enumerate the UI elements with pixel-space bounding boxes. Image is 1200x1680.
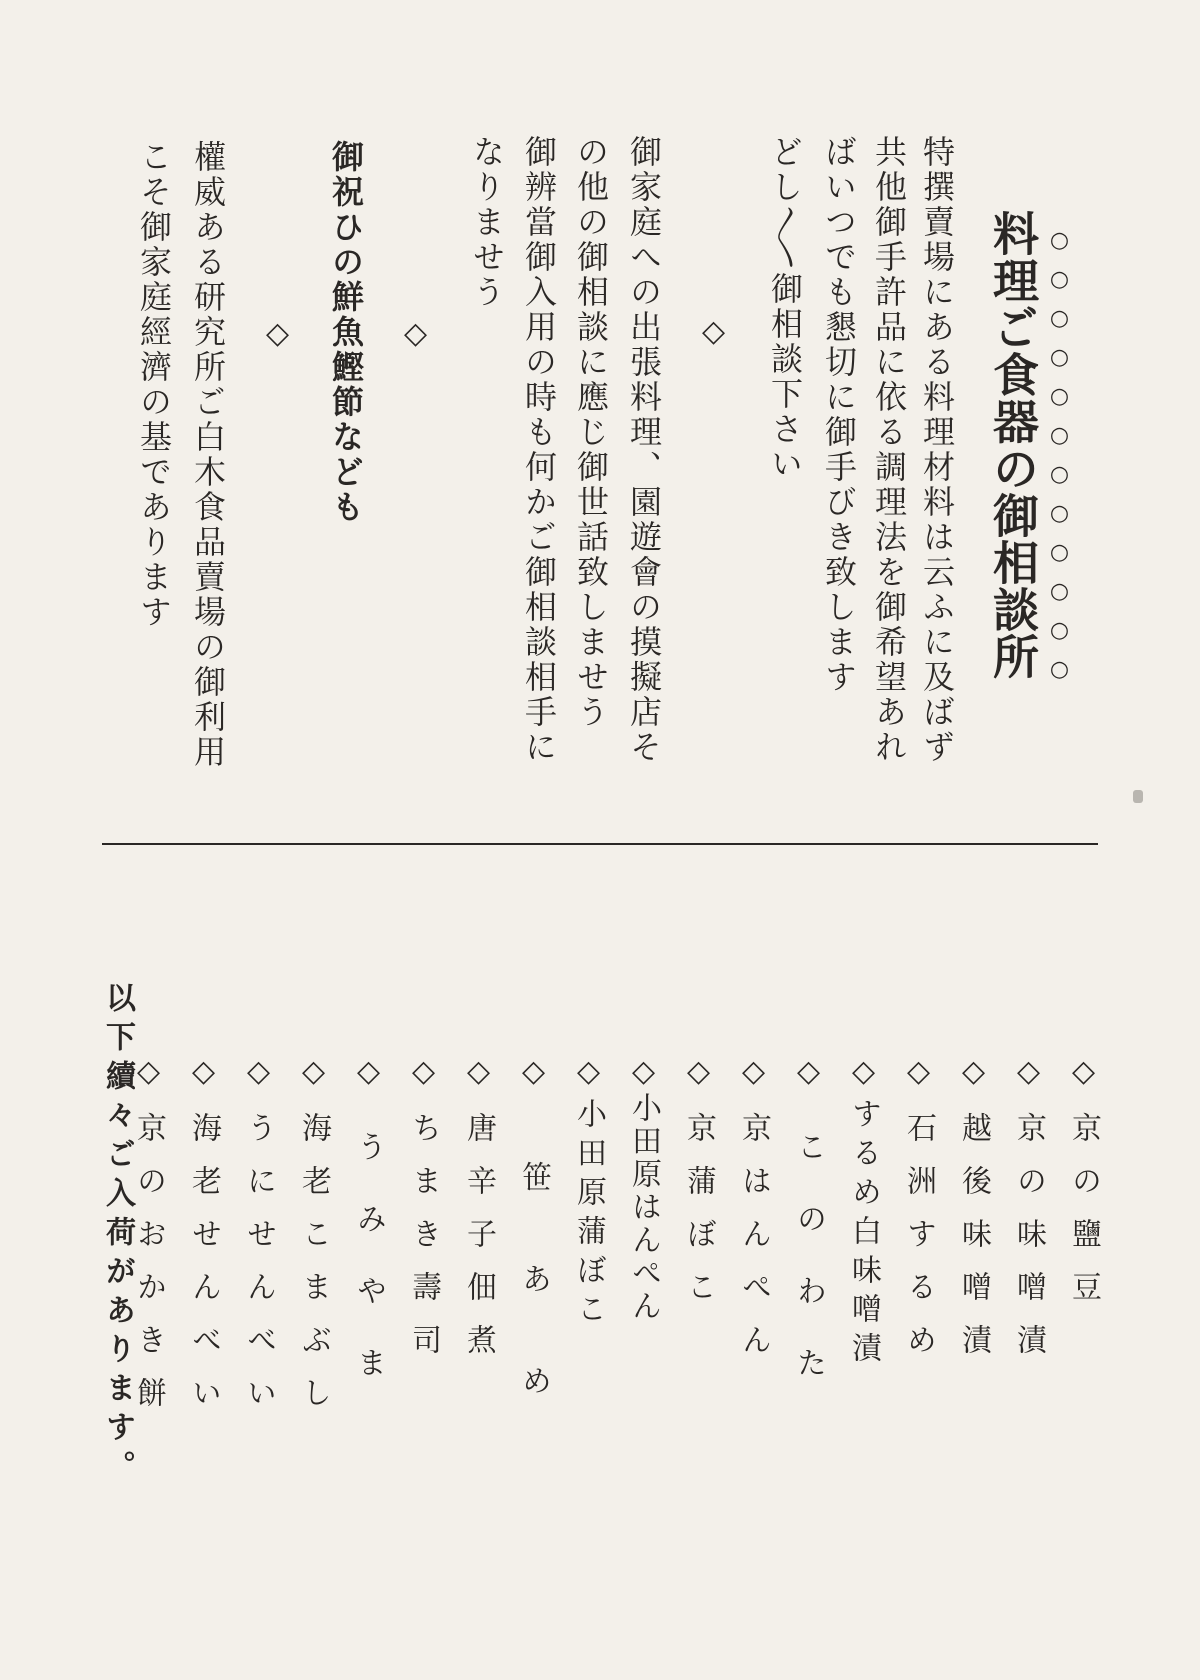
list-item-label: 石洲するめ [901, 1112, 936, 1377]
list-item-label: 唐辛子佃煮 [461, 1112, 496, 1377]
closing-note: 以下續々ご入荷があります。 [100, 982, 135, 1489]
list-item [351, 1054, 386, 1419]
diamond-icon: ◇ [241, 1054, 276, 1112]
diamond-icon: ◇ [626, 1054, 661, 1092]
list-item-label: 小田原蒲ぼこ [571, 1098, 606, 1332]
diamond-icon: ◇ [1011, 1054, 1046, 1112]
list-item-label: うみやま [351, 1131, 386, 1419]
diamond-icon: ◇ [571, 1054, 606, 1098]
list-item [131, 1054, 166, 1430]
paragraph3-line2: こそ御家庭經濟の基であります [135, 140, 173, 630]
paper-speck [1133, 790, 1143, 803]
list-item-label: 京のおかき餅 [131, 1112, 166, 1430]
list-item [571, 1054, 606, 1332]
list-item [296, 1054, 331, 1430]
list-item [1011, 1054, 1046, 1377]
diamond-icon: ◇ [296, 1054, 331, 1112]
diamond-icon: ◇ [736, 1054, 771, 1112]
paragraph3-line1: 權威ある研究所ご白木食品賣場の御利用 [189, 140, 227, 770]
paragraph1-line1: 特撰賣場にある料理材料は云ふに及ばず [918, 135, 956, 765]
diamond-icon: ◇ [846, 1054, 881, 1098]
diamond-icon: ◇ [461, 1054, 496, 1112]
list-item [1066, 1054, 1101, 1324]
title-circle-marks: ○○○○○○○○○○○○ [1047, 228, 1072, 696]
paragraph2-line2: の他の御相談に應じ御世話致しませう [572, 135, 610, 730]
list-item [241, 1054, 276, 1430]
list-item [626, 1054, 661, 1323]
list-item [406, 1054, 441, 1377]
list-item-label: 京蒲ぼこ [681, 1112, 716, 1324]
diamond-icon: ◇ [406, 1054, 441, 1112]
diamond-ornament: ◇ [398, 316, 433, 351]
diamond-icon: ◇ [186, 1054, 221, 1112]
list-item [681, 1054, 716, 1324]
list-item [956, 1054, 991, 1377]
list-item-label: 海老こまぶし [296, 1112, 331, 1430]
list-item-label: うにせんべい [241, 1112, 276, 1430]
paragraph2-line1: 御家庭への出張料理、園遊會の摸擬店そ [625, 135, 663, 765]
paragraph2-line3: 御辨當御入用の時も何かご御相談相手に [520, 135, 558, 765]
section-title: 料理ご食器の御相談所 [986, 210, 1040, 680]
paragraph1-line2: 共他御手許品に依る調理法を御希望あれ [870, 135, 908, 765]
list-item-label: このわた [791, 1131, 826, 1419]
list-item [901, 1054, 936, 1377]
list-item-label: 京の鹽豆 [1066, 1112, 1101, 1324]
paragraph2-line4: なりませう [468, 135, 506, 310]
list-item-label: するめ白味噌漬 [846, 1098, 881, 1371]
diamond-icon: ◇ [681, 1054, 716, 1112]
list-item-label: 京はんぺん [736, 1112, 771, 1377]
congratulation-line: 御祝ひの鮮魚鰹節なども [327, 140, 365, 525]
section-divider [102, 843, 1098, 845]
list-item-label: 京の味噌漬 [1011, 1112, 1046, 1377]
diamond-icon: ◇ [901, 1054, 936, 1112]
list-item [846, 1054, 881, 1371]
diamond-ornament: ◇ [260, 316, 295, 351]
paragraph1-line4: どし〳〵御相談下さい [766, 135, 804, 482]
diamond-icon: ◇ [131, 1054, 166, 1112]
diamond-icon: ◇ [791, 1054, 826, 1131]
diamond-icon: ◇ [956, 1054, 991, 1112]
list-item-label: 海老せんべい [186, 1112, 221, 1430]
list-item-label: 越後味噌漬 [956, 1112, 991, 1377]
list-item [461, 1054, 496, 1377]
list-item [736, 1054, 771, 1377]
diamond-icon: ◇ [351, 1054, 386, 1131]
paragraph1-line3: ばいつでも懇切に御手びき致します [820, 135, 858, 695]
list-item-label: 笹あめ [516, 1161, 551, 1467]
list-item [516, 1054, 551, 1467]
diamond-icon: ◇ [516, 1054, 551, 1161]
list-item [186, 1054, 221, 1430]
list-item-label: ちまき壽司 [406, 1112, 441, 1377]
list-item [791, 1054, 826, 1419]
diamond-icon: ◇ [1066, 1054, 1101, 1112]
diamond-ornament: ◇ [696, 314, 731, 349]
list-item-label: 小田原はんぺん [626, 1092, 661, 1323]
